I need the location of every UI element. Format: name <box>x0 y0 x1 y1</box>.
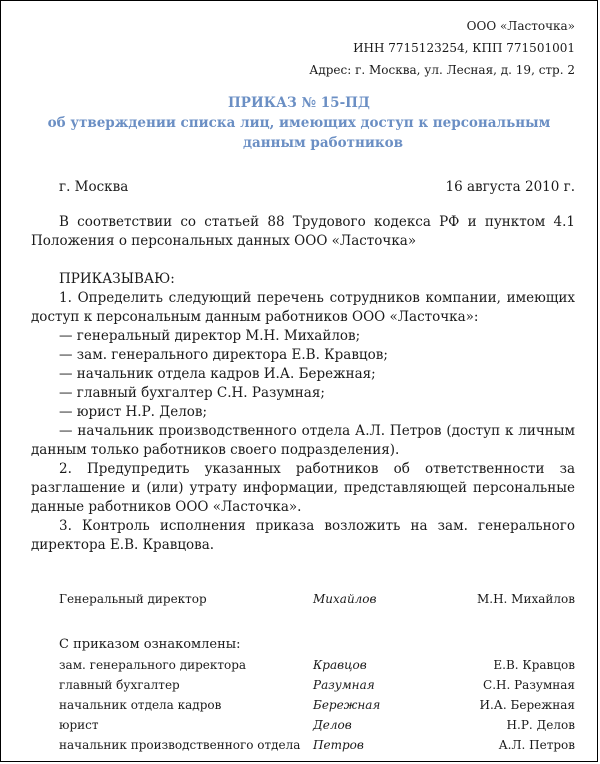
order-subject-line2: данным работников <box>242 135 404 151</box>
list-item: — главный бухгалтер С.Н. Разумная; <box>59 385 325 401</box>
director-position: Генеральный директор <box>59 592 207 606</box>
acknowledged-row <box>59 676 575 695</box>
organization-header <box>309 15 575 81</box>
ack-position: юрист <box>59 718 99 732</box>
ack-position: главный бухгалтер <box>59 678 180 692</box>
ack-name: С.Н. Разумная <box>483 678 575 692</box>
ack-position: начальник отдела кадров <box>59 698 222 712</box>
list-item: — начальник отдела кадров И.А. Бережная; <box>59 366 376 382</box>
list-item: — юрист Н.Р. Делов; <box>59 404 208 420</box>
director-name: М.Н. Михайлов <box>476 592 575 606</box>
list-item: — начальник производственного отдела А.Л. Петров (доступ к личным данным только работников своего подразделения). <box>31 423 575 458</box>
ack-name: И.А. Бережная <box>479 698 575 712</box>
item-2: 2. Предупредить указанных работников об ответственности за разглашение и (или) утрату информации, представляющей персональные данные работников ООО «Ласточка». <box>31 461 575 515</box>
acknowledged-row <box>59 696 575 715</box>
preamble: В соответствии со статьей 88 Трудового кодекса РФ и пунктом 4.1 Положения о персональных данных ООО «Ласточка» <box>31 214 575 249</box>
list-item: — генеральный директор М.Н. Михайлов; <box>59 328 361 344</box>
ack-name: А.Л. Петров <box>498 738 575 752</box>
acknowledged-heading: С приказом ознакомлены: <box>59 637 241 652</box>
acknowledged-row <box>59 656 575 675</box>
director-signature-row <box>59 590 575 609</box>
ack-position: начальник производственного отдела <box>59 738 301 752</box>
order-date: 16 августа 2010 г. <box>445 179 575 195</box>
ack-name: Е.В. Кравцов <box>493 658 575 672</box>
order-place: г. Москва <box>59 179 129 195</box>
item-1: 1. Определить следующий перечень сотрудников компании, имеющих доступ к персональным данным работников ООО «Ласточка»: <box>31 290 575 325</box>
organization-tax-ids: ИНН 7715123254, КПП 771501001 <box>353 41 575 55</box>
acknowledged-row <box>59 716 575 735</box>
list-item: — зам. генерального директора Е.В. Кравцов; <box>59 347 388 363</box>
ack-signature: Разумная <box>313 678 375 692</box>
item-3: 3. Контроль исполнения приказа возложить на зам. генерального директора Е.В. Кравцова. <box>31 518 575 553</box>
order-body <box>31 213 575 555</box>
organization-name: ООО «Ласточка» <box>466 19 575 33</box>
ack-signature: Петров <box>313 738 364 752</box>
organization-address: Адрес: г. Москва, ул. Лесная, д. 19, стр. 2 <box>309 63 575 77</box>
order-title <box>1 93 597 153</box>
ack-name: Н.Р. Делов <box>506 718 575 732</box>
order-word: ПРИКАЗЫВАЮ: <box>59 271 175 287</box>
acknowledged-row <box>59 736 575 755</box>
ack-signature: Делов <box>313 718 352 732</box>
ack-signature: Бережная <box>313 698 381 712</box>
director-signature: Михайлов <box>313 592 377 606</box>
ack-position: зам. генерального директора <box>59 658 247 672</box>
order-number: ПРИКАЗ № 15-ПД <box>228 95 370 111</box>
order-subject-line1: об утверждении списка лиц, имеющих доступ к персональным <box>47 115 551 131</box>
ack-signature: Кравцов <box>313 658 367 672</box>
